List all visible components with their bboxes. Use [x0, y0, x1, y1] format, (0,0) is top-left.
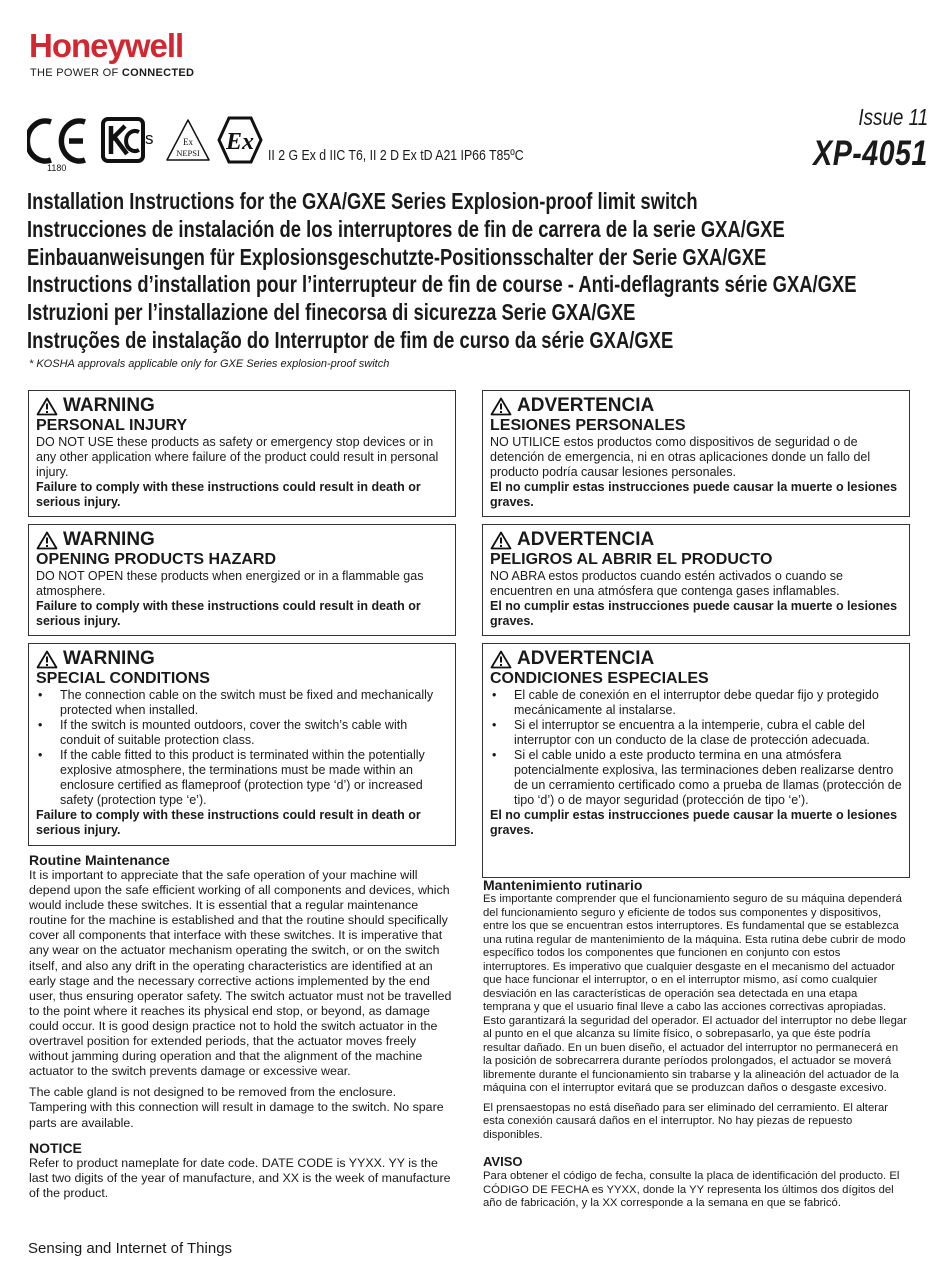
- kosha-note: * KOSHA approvals applicable only for GXE Series explosion-proof switch: [29, 358, 390, 370]
- list-item: • The connection cable on the switch must be fixed and mechanically protected when installed.: [60, 688, 448, 718]
- warning-signal: ADVERTENCIA: [490, 648, 902, 670]
- certification-code: II 2 G Ex d IIC T6, II 2 D Ex tD A21 IP66 T85ºC: [268, 147, 524, 164]
- svg-text:Ex: Ex: [225, 129, 255, 155]
- warning-signal: WARNING: [36, 395, 448, 417]
- maintenance-section-en: [29, 852, 455, 1201]
- notice-text: Para obtener el código de fecha, consulte la placa de identificación del producto. El CÓDIGO DE FECHA es YYXX, donde la YY representa los últimos dos dígitos del año de fabricación, y la XX corresponde a la semana en que se fabricó.: [483, 1170, 900, 1209]
- warning-consequence: El no cumplir estas instrucciones puede causar la muerte o lesiones graves.: [490, 599, 898, 628]
- hazard-title: PERSONAL INJURY: [36, 417, 188, 434]
- warning-triangle-icon: [490, 397, 512, 416]
- warning-triangle-icon: [490, 650, 512, 669]
- warning-consequence: Failure to comply with these instructions could result in death or serious injury.: [36, 808, 421, 837]
- warning-body: NO UTILICE estos productos como dispositivos de seguridad o de detención de emergencia, ni en otras aplicaciones donde un fallo del producto podría causar lesiones personales.: [490, 435, 871, 479]
- ce-notified-body-number: 1180: [47, 163, 67, 173]
- warning-consequence: El no cumplir estas instrucciones puede causar la muerte o lesiones graves.: [490, 480, 898, 509]
- footer-division: Sensing and Internet of Things: [28, 1240, 233, 1257]
- advertencia-box-condiciones: [482, 643, 910, 878]
- warning-signal: WARNING: [36, 648, 448, 670]
- paragraph: El prensaestopas no está diseñado para ser eliminado del cerramiento. El alterar esta conexión causará daños en el interruptor. No hay piezas de repuesto disponibles.: [483, 1101, 889, 1141]
- warning-triangle-icon: [490, 531, 512, 550]
- hazard-title: SPECIAL CONDITIONS: [36, 670, 210, 687]
- list-item: • El cable de conexión en el interruptor debe quedar fijo y protegido mecánicamente al instalarse.: [514, 688, 902, 718]
- list-item: • If the cable fitted to this product is terminated within the potentially explosive atmosphere, the terminations must be made within an enclosure certified as flameproof (protection type ‘d’) or increased safety (protection type ‘e’).: [60, 748, 448, 808]
- warning-triangle-icon: [36, 650, 58, 669]
- warning-consequence: Failure to comply with these instructions could result in death or serious injury.: [36, 599, 421, 628]
- honeywell-logo: Honeywell: [29, 27, 184, 64]
- warning-triangle-icon: [36, 397, 58, 416]
- warning-box-personal-injury: [28, 390, 456, 517]
- warning-triangle-icon: [36, 531, 58, 550]
- section-heading: Routine Maintenance: [29, 852, 170, 868]
- document-titles: [27, 188, 927, 355]
- hazard-title: OPENING PRODUCTS HAZARD: [36, 551, 277, 568]
- title-fr: Instructions d’installation pour l’interrupteur de fin de course - Anti-deflagrants série GXA/GXE: [27, 271, 857, 298]
- title-pt: Instruções de instalação do Interruptor de fim de curso da série GXA/GXE: [27, 326, 674, 353]
- part-number: XP-4051: [813, 134, 928, 173]
- list-item: • Si el interruptor se encuentra a la intemperie, cubra el cable del interruptor con un conducto de la clase de protección adecuada.: [514, 718, 902, 748]
- conditions-list: [36, 688, 448, 808]
- hazard-title: PELIGROS AL ABRIR EL PRODUCTO: [490, 551, 773, 568]
- conditions-list: [490, 688, 902, 808]
- title-it: Istruzioni per l’installazione del finecorsa di sicurezza Serie GXA/GXE: [27, 299, 636, 326]
- paragraph: Es importante comprender que el funcionamiento seguro de su máquina dependerá del funcionamiento seguro y eficiente de todos sus componentes y dispositivos, entre los que se encuentran estos interruptores. Es fundamental que se establezca una rutina regular de mantenimiento de la máquina. Esta rutina debe cubrir de modo específico todos los componentes que funcionen en conjunto con estos interruptores. Es imperativo que cualquier desgaste en el mecanismo del actuador que hace funcionar el interruptor, o en el interruptor mismo, así como cualquier desviación en las características de operación sea detectada en una etapa temprana y que el usuario final lleve a cabo las acciones correctivas apropiadas. Esto garantizará la seguridad del operador. El actuador del interruptor no debe llegar al punto en el que alcanza su límite físico, o sobrepasarlo, ya que éste podría resultar dañado. En un buen diseño, el actuador del interruptor no permanecerá en la posición de sobrecarrera durante períodos prolongados, el actuador se moverá libremente durante el funcionamiento sin trabarse y la alineación del actuador de la máquina con el interruptor evitará que se produzcan daños o desgaste excesivo.: [483, 893, 907, 1094]
- svg-text:NEPSI: NEPSI: [176, 148, 200, 158]
- atex-ex-mark-icon: [219, 118, 261, 162]
- warning-body: DO NOT OPEN these products when energized or in a flammable gas atmosphere.: [36, 569, 424, 598]
- title-de: Einbauanweisungen für Explosionsgeschutzte-Positionsschalter der Serie GXA/GXE: [27, 243, 767, 270]
- hazard-title: LESIONES PERSONALES: [490, 417, 686, 434]
- issue-number: Issue 11: [858, 104, 928, 130]
- section-heading: Mantenimiento rutinario: [483, 877, 643, 893]
- warning-box-opening-hazard: [28, 524, 456, 636]
- advertencia-box-abrir: [482, 524, 910, 636]
- title-en: Installation Instructions for the GXA/GXE Series Explosion-proof limit switch: [27, 188, 698, 214]
- warning-body: DO NOT USE these products as safety or emergency stop devices or in any other application where failure of the product could result in personal injury.: [36, 435, 439, 479]
- paragraph: The cable gland is not designed to be removed from the enclosure. Tampering with this connection will result in damage to the switch. No spare parts are available.: [29, 1085, 444, 1130]
- warning-box-special-conditions: [28, 643, 456, 846]
- warning-consequence: Failure to comply with these instructions could result in death or serious injury.: [36, 480, 421, 509]
- maintenance-section-es: [483, 877, 908, 1211]
- notice-heading: NOTICE: [29, 1139, 82, 1156]
- list-item: • Si el cable unido a este producto termina en una atmósfera potencialmente explosiva, las terminaciones deben realizarse dentro de un cerramiento certificado como a prueba de llamas (protección de tipo ‘d’) o de mayor seguridad (protección de tipo ‘e’).: [514, 748, 902, 808]
- advertencia-box-lesiones: [482, 390, 910, 517]
- title-es: Instrucciones de instalación de los interruptores de fin de carrera de la serie GXA/GXE: [27, 215, 785, 242]
- tagline: THE POWER OF CONNECTED: [30, 67, 195, 79]
- paragraph: It is important to appreciate that the safe operation of your machine will depend upon the safe efficient working of all components and devices, which would include these switches. It is essential that a regular maintenance routine for the machine is established and that the routine should specifically cover all components that interface with these switches. It is imperative that any wear on the actuator mechanism operating the switch, or on the switch itself, and also any drift in the operating characteristics are identified at an early stage and the necessary corrective actions implemented by the end user, thus ensuring operator safety. The switch actuator must not be travelled to the point where it reaches its physical end stop, or beyond, as damage could occur. It is good design practice not to hold the switch actuator in the overtravel position for extended periods, that the actuator moves freely without jamming during operation and that the alignment of the machine actuator to the switch prevents damage or excessive wear.: [29, 868, 452, 1079]
- svg-text:s: s: [145, 129, 154, 148]
- list-item: • If the switch is mounted outdoors, cover the switch’s cable with conduit of suitable protection class.: [60, 718, 448, 748]
- hazard-title: CONDICIONES ESPECIALES: [490, 670, 709, 687]
- ce-mark-icon: [27, 121, 85, 161]
- notice-text: Refer to product nameplate for date code. DATE CODE is YYXX. YY is the last two digits of the year of manufacture, and XX is the week of manufacture of the product.: [29, 1155, 451, 1200]
- notice-heading: AVISO: [483, 1154, 523, 1169]
- nepsi-mark-icon: [167, 120, 209, 160]
- warning-signal: ADVERTENCIA: [490, 395, 902, 417]
- warning-signal: WARNING: [36, 529, 448, 551]
- kc-mark-icon: [103, 119, 143, 161]
- warning-consequence: El no cumplir estas instrucciones puede causar la muerte o lesiones graves.: [490, 808, 898, 837]
- warning-signal: ADVERTENCIA: [490, 529, 902, 551]
- warning-body: NO ABRA estos productos cuando estén activados o cuando se encuentren en una atmósfera que contenga gases inflamables.: [490, 569, 843, 598]
- svg-text:Ex: Ex: [183, 137, 193, 147]
